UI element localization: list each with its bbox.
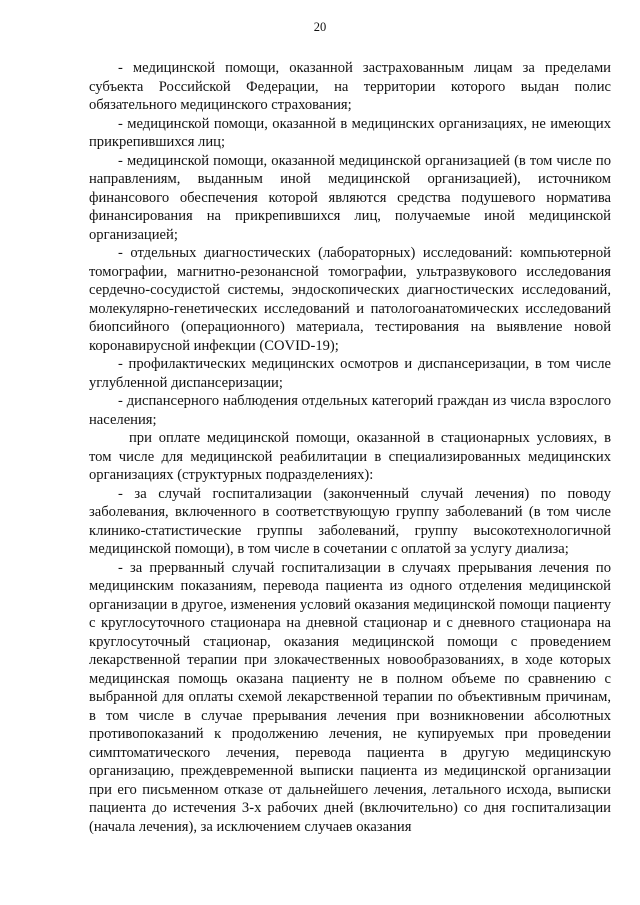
paragraph-interrupted-case: - за прерванный случай госпитализации в случаях прерывания лечения по медицинским показаниям, перевода пациента из одного отделения медицинской организации в другое, изменения условий оказания медицинской помощи пациенту с круглосуточного стационара на дневной стационар и с дневного стационара на круглосуточный стационар, оказания медицинской помощи с проведением лекарственной терапии при злокачественных новообразованиях, в ходе которых медицинская помощь оказана пациенту не в полном объеме по сравнению с выбранной для оплаты схемой лекарственной терапии по объективным причинам, в том числе в случае прерывания лечения при возникновении абсолютных противопоказаний к продолжению лечения, не купируемых при проведении симптоматического лечения, перевода пациента в другую медицинскую организацию, преждевременной выписки пациента из медицинской организации при его письменном отказе от дальнейшего лечения, летального исхода, выписки пациента до истечения 3-х рабочих дней (включительно) со дня госпитализации (начала лечения), за исключением случаев оказания	[89, 559, 611, 835]
paragraph-completed-case: - за случай госпитализации (законченный случай лечения) по поводу заболевания, включенного в соответствующую группу заболеваний (в том числе клинико-статистические группы заболеваний, группу высокотехнологичной медицинской помощи), в том числе в сочетании с оплатой за услугу диализа;	[89, 485, 611, 557]
page-number: 20	[313, 20, 327, 34]
paragraph-outside-region: - медицинской помощи, оказанной застрахованным лицам за пределами субъекта Российской Федерации, на территории которого выдан полис обязательного медицинского страхования;	[89, 60, 611, 113]
paragraph-dispensary: - диспансерного наблюдения отдельных категорий граждан из числа взрослого населения;	[89, 393, 611, 428]
paragraph-no-attached: - медицинской помощи, оказанной в медицинских организациях, не имеющих прикрепившихся лиц;	[89, 115, 611, 150]
paragraph-checkups: - профилактических медицинских осмотров и диспансеризации, в том числе углубленной диспансеризации;	[89, 356, 611, 391]
paragraph-per-capita: - медицинской помощи, оказанной медицинской организацией (в том числе по направлениям, выданным иной медицинской организацией), источником финансового обеспечения которой являются средства подушевого норматива финансирования на прикрепившихся лиц, получаемые иной медицинской организацией;	[89, 152, 611, 243]
paragraph-diagnostics: - отдельных диагностических (лабораторных) исследований: компьютерной томографии, магнитно-резонансной томографии, ультразвукового исследования сердечно-сосудистой системы, эндоскопических диагностических исследований, молекулярно-генетических исследований и патологоанатомических исследований биопсийного (операционного) материала, тестирования на выявление новой коронавирусной инфекции (COVID-19);	[89, 245, 611, 354]
document-body	[89, 59, 611, 836]
paragraph-inpatient-payment: при оплате медицинской помощи, оказанной в стационарных условиях, в том числе для медицинской реабилитации в специализированных медицинских организациях (структурных подразделениях):	[89, 430, 611, 483]
